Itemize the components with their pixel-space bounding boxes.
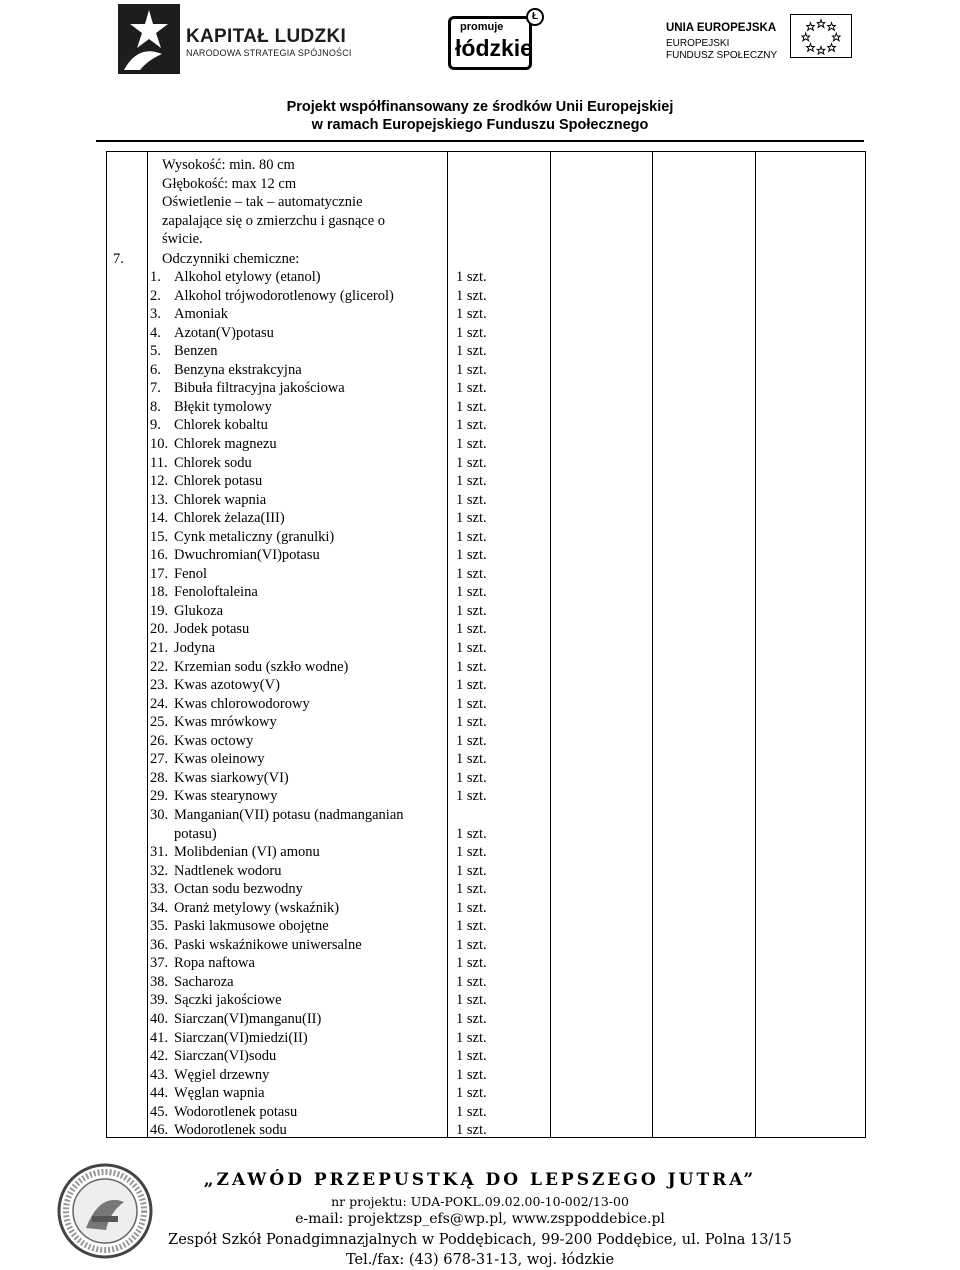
reagent-number: 1. bbox=[150, 269, 161, 285]
reagent-number: 12. bbox=[150, 473, 169, 490]
reagent-row bbox=[107, 806, 547, 824]
footer-phone: Tel./fax: (43) 678-31-13, woj. łódzkie bbox=[345, 1252, 615, 1268]
reagent-number: 39. bbox=[150, 992, 169, 1009]
reagent-name: Siarczan(VI)sodu bbox=[174, 1048, 277, 1065]
reagent-row bbox=[107, 528, 547, 546]
reagent-quantity: 1 szt. bbox=[456, 640, 487, 656]
eu-line3: FUNDUSZ SPOŁECZNY bbox=[666, 50, 778, 61]
reagent-name: Amoniak bbox=[174, 306, 228, 323]
reagent-number: 16. bbox=[150, 547, 169, 564]
reagent-number: 6. bbox=[150, 361, 161, 378]
reagent-row bbox=[107, 954, 547, 972]
reagent-number: 2. bbox=[150, 287, 161, 304]
reagent-row bbox=[107, 899, 547, 917]
footer-slogan: „ZAWÓD PRZEPUSTKĄ DO LEPSZEGO JUTRA” bbox=[203, 1170, 757, 1190]
reagent-row bbox=[107, 287, 547, 305]
reagent-row bbox=[107, 361, 547, 379]
reagent-number: 11. bbox=[150, 454, 168, 471]
reagent-name: Jodyna bbox=[174, 640, 216, 656]
reagent-name: Sączki jakościowe bbox=[174, 992, 282, 1009]
reagent-row bbox=[107, 1103, 547, 1121]
reagent-number: 5. bbox=[150, 343, 161, 360]
eu-title: UNIA EUROPEJSKA bbox=[666, 22, 777, 34]
reagent-number: 4. bbox=[150, 324, 161, 341]
reagent-quantity: 1 szt. bbox=[456, 380, 487, 397]
reagent-quantity: 1 szt. bbox=[456, 992, 487, 1009]
reagent-quantity: 1 szt. bbox=[456, 361, 487, 378]
reagent-name: Krzemian sodu (szkło wodne) bbox=[174, 658, 349, 675]
reagent-name: Chlorek magnezu bbox=[174, 435, 277, 452]
reagent-quantity: 1 szt. bbox=[456, 1122, 487, 1139]
reagent-row bbox=[107, 750, 547, 768]
reagent-name: Benzen bbox=[174, 343, 218, 360]
reagent-name: Kwas mrówkowy bbox=[174, 714, 277, 731]
reagent-row bbox=[107, 1010, 547, 1028]
reagent-name: Ropa naftowa bbox=[174, 955, 255, 972]
reagent-quantity: 1 szt. bbox=[456, 881, 487, 898]
reagent-row bbox=[107, 379, 547, 397]
reagent-row bbox=[107, 825, 547, 843]
reagent-quantity: 1 szt. bbox=[456, 955, 487, 972]
reagent-name: Octan sodu bezwodny bbox=[174, 881, 303, 898]
reagent-quantity: 1 szt. bbox=[456, 1011, 487, 1027]
reagent-number: 10. bbox=[150, 435, 169, 452]
reagent-number: 36. bbox=[150, 936, 169, 953]
reagent-number: 45. bbox=[150, 1103, 169, 1120]
reagent-quantity: 1 szt. bbox=[456, 287, 487, 304]
reagent-row bbox=[107, 324, 547, 342]
reagent-row bbox=[107, 658, 547, 676]
reagent-number: 20. bbox=[150, 621, 169, 638]
reagent-quantity: 1 szt. bbox=[456, 1029, 487, 1046]
reagent-name: potasu) bbox=[174, 825, 217, 842]
reagent-number: 40. bbox=[150, 1011, 169, 1027]
reagent-quantity: 1 szt. bbox=[456, 973, 487, 990]
reagent-name: Fenol bbox=[174, 565, 208, 582]
reagent-quantity: 1 szt. bbox=[456, 1103, 487, 1120]
reagent-quantity: 1 szt. bbox=[456, 621, 487, 638]
reagent-quantity: 1 szt. bbox=[456, 918, 487, 935]
reagent-row bbox=[107, 713, 547, 731]
reagent-row bbox=[107, 991, 547, 1009]
reagent-quantity: 1 szt. bbox=[456, 417, 487, 434]
reagent-row bbox=[107, 620, 547, 638]
section-number: 7. bbox=[113, 251, 124, 267]
reagent-name: Wodorotlenek potasu bbox=[174, 1103, 298, 1120]
reagent-quantity: 1 szt. bbox=[456, 454, 487, 471]
reagent-quantity: 1 szt. bbox=[456, 584, 487, 601]
reagent-quantity: 1 szt. bbox=[456, 435, 487, 452]
reagent-row bbox=[107, 565, 547, 583]
reagent-row bbox=[107, 973, 547, 991]
header-divider bbox=[96, 140, 864, 142]
reagent-row bbox=[107, 509, 547, 527]
reagent-name: Kwas chlorowodorowy bbox=[174, 695, 310, 712]
equipment-table bbox=[106, 151, 866, 1138]
reagent-name: Węglan wapnia bbox=[174, 1085, 265, 1102]
lodzkie-mark-icon: Ł bbox=[526, 8, 544, 26]
reagent-name: Paski lakmusowe obojętne bbox=[174, 918, 329, 935]
reagent-number: 19. bbox=[150, 602, 169, 619]
reagent-number: 9. bbox=[150, 417, 161, 434]
reagent-row bbox=[107, 732, 547, 750]
reagent-name: Kwas oleinowy bbox=[174, 751, 265, 768]
promuje-lodzkie-logo bbox=[448, 8, 548, 72]
reagent-number: 21. bbox=[150, 640, 169, 656]
reagent-row bbox=[107, 454, 547, 472]
reagent-quantity: 1 szt. bbox=[456, 343, 487, 360]
reagent-quantity: 1 szt. bbox=[456, 306, 487, 323]
intro-line: Oświetlenie – tak – automatycznie bbox=[162, 194, 363, 211]
reagent-quantity: 1 szt. bbox=[456, 936, 487, 953]
reagent-name: Kwas siarkowy(VI) bbox=[174, 769, 289, 786]
reagent-name: Chlorek żelaza(III) bbox=[174, 510, 285, 527]
reagent-quantity: 1 szt. bbox=[456, 714, 487, 731]
table-column-divider bbox=[755, 152, 756, 1137]
reagent-quantity: 1 szt. bbox=[456, 788, 487, 805]
reagent-quantity: 1 szt. bbox=[456, 510, 487, 527]
reagent-quantity: 1 szt. bbox=[456, 751, 487, 768]
reagent-quantity: 1 szt. bbox=[456, 677, 487, 694]
kapital-ludzki-mark-icon bbox=[118, 4, 180, 74]
reagent-quantity: 1 szt. bbox=[456, 658, 487, 675]
reagent-name: Kwas stearynowy bbox=[174, 788, 278, 805]
kapital-ludzki-logo bbox=[118, 4, 368, 74]
reagent-number: 41. bbox=[150, 1029, 169, 1046]
project-line-1: Projekt współfinansowany ze środków Unii Europejskiej bbox=[286, 99, 674, 115]
project-line-2: w ramach Europejskiego Funduszu Społecznego bbox=[311, 117, 649, 133]
reagent-number: 43. bbox=[150, 1066, 169, 1083]
reagent-name: Cynk metaliczny (granulki) bbox=[174, 528, 335, 545]
reagent-name: Glukoza bbox=[174, 602, 224, 619]
reagent-number: 30. bbox=[150, 806, 169, 823]
reagent-number: 17. bbox=[150, 565, 169, 582]
eu-line2: EUROPEJSKI bbox=[666, 38, 730, 49]
reagent-row bbox=[107, 936, 547, 954]
reagent-row bbox=[107, 1121, 547, 1139]
reagent-number: 28. bbox=[150, 769, 169, 786]
reagent-name: Jodek potasu bbox=[174, 621, 250, 638]
eu-logo bbox=[666, 14, 866, 74]
reagent-number: 44. bbox=[150, 1085, 169, 1102]
footer-school-address: Zespół Szkół Ponadgimnazjalnych w Poddębicach, 99-200 Poddębice, ul. Polna 13/15 bbox=[168, 1232, 792, 1248]
footer-project-number: nr projektu: UDA-POKL.09.02.00-10-002/13-00 bbox=[331, 1194, 629, 1209]
reagent-quantity: 1 szt. bbox=[456, 602, 487, 619]
reagent-row bbox=[107, 398, 547, 416]
reagent-name: Oranż metylowy (wskaźnik) bbox=[174, 899, 340, 916]
reagent-name: Nadtlenek wodoru bbox=[174, 862, 282, 879]
section-title: Odczynniki chemiczne: bbox=[162, 251, 300, 267]
reagent-number: 37. bbox=[150, 955, 169, 972]
reagent-row bbox=[107, 602, 547, 620]
reagent-number: 25. bbox=[150, 714, 169, 731]
reagent-name: Chlorek wapnia bbox=[174, 491, 267, 508]
table-column-divider bbox=[652, 152, 653, 1137]
reagent-name: Benzyna ekstrakcyjna bbox=[174, 361, 302, 378]
reagent-number: 42. bbox=[150, 1048, 169, 1065]
reagent-quantity: 1 szt. bbox=[456, 695, 487, 712]
reagent-row bbox=[107, 342, 547, 360]
eu-flag-icon bbox=[790, 14, 852, 58]
reagent-number: 26. bbox=[150, 732, 169, 749]
reagent-quantity: 1 szt. bbox=[456, 547, 487, 564]
reagent-name: Wodorotlenek sodu bbox=[174, 1122, 287, 1139]
reagent-quantity: 1 szt. bbox=[456, 269, 487, 285]
intro-line: świcie. bbox=[162, 231, 203, 248]
reagent-quantity: 1 szt. bbox=[456, 1066, 487, 1083]
reagent-row bbox=[107, 676, 547, 694]
footer-contact: e-mail: projektzsp_efs@wp.pl, www.zsppoddebice.pl bbox=[295, 1211, 665, 1227]
reagent-name: Chlorek potasu bbox=[174, 473, 263, 490]
eu-fund bbox=[666, 38, 786, 62]
reagent-number: 29. bbox=[150, 788, 169, 805]
reagent-quantity: 1 szt. bbox=[456, 732, 487, 749]
kapital-ludzki-title: KAPITAŁ LUDZKI bbox=[186, 26, 347, 47]
reagent-row bbox=[107, 416, 547, 434]
reagent-quantity: 1 szt. bbox=[456, 324, 487, 341]
reagent-quantity: 1 szt. bbox=[456, 473, 487, 490]
reagent-quantity: 1 szt. bbox=[456, 899, 487, 916]
reagent-quantity: 1 szt. bbox=[456, 528, 487, 545]
reagent-row bbox=[107, 880, 547, 898]
reagent-number: 15. bbox=[150, 528, 169, 545]
reagent-row bbox=[107, 491, 547, 509]
lodzkie-top-text: promuje bbox=[460, 21, 504, 33]
reagent-name: Bibuła filtracyjna jakościowa bbox=[174, 380, 345, 397]
reagent-number: 33. bbox=[150, 881, 169, 898]
reagent-name: Fenoloftaleina bbox=[174, 584, 258, 601]
reagent-row bbox=[107, 843, 547, 861]
reagent-number: 8. bbox=[150, 398, 161, 415]
reagent-name: Błękit tymolowy bbox=[174, 398, 272, 415]
reagent-name: Molibdenian (VI) amonu bbox=[174, 844, 320, 861]
reagent-row bbox=[107, 1029, 547, 1047]
reagent-row bbox=[107, 639, 547, 657]
reagent-name: Azotan(V)potasu bbox=[174, 324, 274, 341]
reagent-number: 34. bbox=[150, 899, 169, 916]
reagent-name: Alkohol etylowy (etanol) bbox=[174, 269, 321, 285]
reagent-quantity: 1 szt. bbox=[456, 769, 487, 786]
reagent-row bbox=[107, 546, 547, 564]
reagent-name: Sacharoza bbox=[174, 973, 234, 990]
reagent-number: 22. bbox=[150, 658, 169, 675]
reagent-name: Paski wskaźnikowe uniwersalne bbox=[174, 936, 362, 953]
reagent-row bbox=[107, 917, 547, 935]
reagent-row bbox=[107, 1066, 547, 1084]
reagent-row bbox=[107, 769, 547, 787]
reagent-name: Kwas azotowy(V) bbox=[174, 677, 280, 694]
reagent-row bbox=[107, 1047, 547, 1065]
reagent-row bbox=[107, 305, 547, 323]
reagent-quantity: 1 szt. bbox=[456, 1048, 487, 1065]
reagent-quantity: 1 szt. bbox=[456, 1085, 487, 1102]
intro-line: zapalające się o zmierzchu i gasnące o bbox=[162, 212, 386, 229]
reagent-name: Dwuchromian(VI)potasu bbox=[174, 547, 320, 564]
reagent-number: 24. bbox=[150, 695, 169, 712]
reagent-number: 3. bbox=[150, 306, 161, 323]
reagent-number: 38. bbox=[150, 973, 169, 990]
reagent-number: 31. bbox=[150, 844, 169, 861]
reagent-quantity: 1 szt. bbox=[456, 862, 487, 879]
reagent-name: Manganian(VII) potasu (nadmanganian bbox=[174, 806, 404, 823]
reagent-quantity: 1 szt. bbox=[456, 825, 487, 842]
reagent-name: Siarczan(VI)manganu(II) bbox=[174, 1011, 322, 1027]
lodzkie-main-text: łódzkie bbox=[455, 35, 533, 61]
reagent-name: Chlorek sodu bbox=[174, 454, 252, 471]
table-column-divider bbox=[550, 152, 551, 1137]
reagent-name: Siarczan(VI)miedzi(II) bbox=[174, 1029, 308, 1046]
reagent-name: Kwas octowy bbox=[174, 732, 254, 749]
reagent-quantity: 1 szt. bbox=[456, 565, 487, 582]
reagent-row bbox=[107, 435, 547, 453]
reagent-quantity: 1 szt. bbox=[456, 398, 487, 415]
reagent-row bbox=[107, 268, 547, 286]
reagent-number: 18. bbox=[150, 584, 169, 601]
reagent-number: 23. bbox=[150, 677, 169, 694]
kapital-ludzki-subtitle: NARODOWA STRATEGIA SPÓJNOŚCI bbox=[186, 48, 352, 58]
reagent-name: Chlorek kobaltu bbox=[174, 417, 268, 434]
reagent-row bbox=[107, 695, 547, 713]
reagent-row bbox=[107, 472, 547, 490]
intro-line: Głębokość: max 12 cm bbox=[162, 175, 297, 192]
reagent-number: 13. bbox=[150, 491, 169, 508]
reagent-name: Węgiel drzewny bbox=[174, 1066, 270, 1083]
reagent-quantity: 1 szt. bbox=[456, 491, 487, 508]
reagent-number: 35. bbox=[150, 918, 169, 935]
reagent-quantity: 1 szt. bbox=[456, 844, 487, 861]
reagent-number: 32. bbox=[150, 862, 169, 879]
reagent-number: 46. bbox=[150, 1122, 169, 1139]
reagent-row bbox=[107, 862, 547, 880]
reagent-name: Alkohol trójwodorotlenowy (glicerol) bbox=[174, 287, 394, 304]
reagent-row bbox=[107, 583, 547, 601]
reagent-row bbox=[107, 787, 547, 805]
reagent-row bbox=[107, 1084, 547, 1102]
reagent-number: 14. bbox=[150, 510, 169, 527]
reagent-number: 27. bbox=[150, 751, 169, 768]
reagent-number: 7. bbox=[150, 380, 161, 397]
intro-line: Wysokość: min. 80 cm bbox=[162, 157, 295, 173]
